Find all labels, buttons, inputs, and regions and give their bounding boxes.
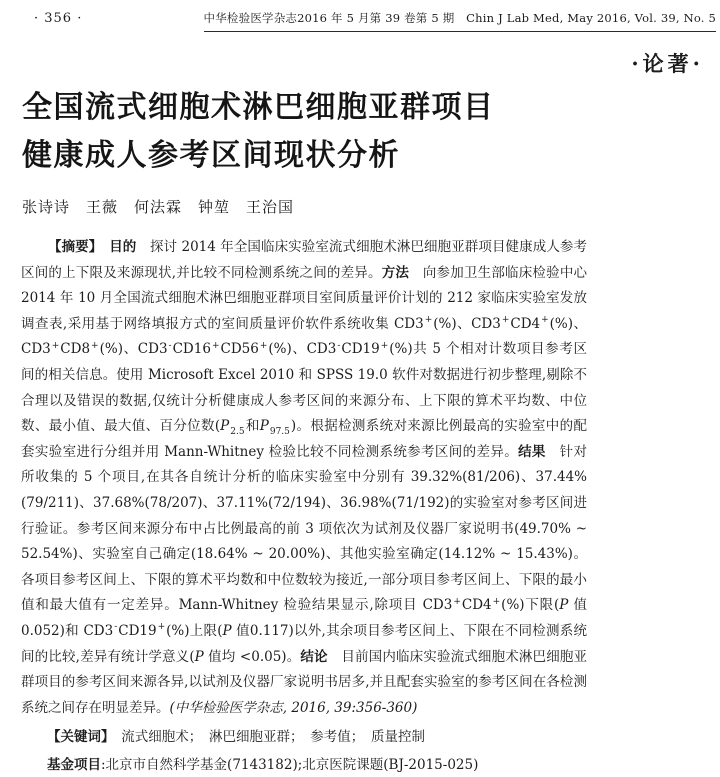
title-line-1: 全国流式细胞术淋巴细胞亚群项目: [22, 90, 495, 125]
author-list: 张诗诗 王薇 何法霖 钟堃 王治国: [22, 198, 295, 216]
article-type-label: ·论著·: [631, 51, 704, 76]
keywords-line: 【关键词】 流式细胞术； 淋巴细胞亚群； 参考值； 质量控制: [47, 729, 425, 746]
title-line-2: 健康成人参考区间现状分析: [22, 138, 400, 173]
abstract-block: [21, 235, 587, 777]
journal-citation: 中华检验医学杂志2016 年 5 月第 39 卷第 5 期 Chin J Lab Med, May 2016, Vol. 39, No. 5: [204, 10, 716, 32]
abstract-paragraph: 【摘要】 目的 探讨 2014 年全国临床实验室流式细胞术淋巴细胞亚群项目健康成人参考区间的上下限及来源现状,并比较不同检测系统之间的差异。方法 向参加卫生部临床检验中心 2014 年 10 月全国流式细胞术淋巴细胞亚群项目室间质量评价计划的 212 家临床实验室发放调查表,采用基于网络填报方式的室间质量评价软件系统收集 CD3+(%)、CD3+CD4+(%)、CD3+CD8+(%)、CD3-CD16+CD56+(%)、CD3-CD19+(%)共 5 个相对计数项目参考区间的相关信息。使用 Microsoft Excel 2010 和 SPSS 19.0 软件对数据进行初步整理,剔除不合理以及错误的数据,仅统计分析健康成人参考区间的来源分布、上下限的算术平均数、中位数、最小值、最大值、百分位数($P_{2.5}$和$P_{97.5}$)。根据检测系统对来源比例最高的实验室中的配套实验室进行分组并用 Mann-Whitney 检验比较不同检测系统参考区间的差异。结果 针对所收集的 5 个项目,在其各自统计分析的临床实验室中分别有 39.32%(81/206)、37.44%(79/211)、37.68%(78/207)、37.11%(72/194)、36.98%(71/192)的实验室对参考区间进行验证。参考区间来源分布中占比例最高的前 3 项依次为试剂及仪器厂家说明书(49.70% ~ 52.54%)、实验室自己确定(18.64% ~ 20.00%)、其他实验室确定(14.12% ~ 15.43%)。各项目参考区间上、下限的算术平均数和中位数较为接近,一部分项目参考区间上、下限的最小值和最大值有一定差异。Mann-Whitney 检验结果显示,除项目 CD3+CD4+(%)下限(P 值 0.052)和 CD3-CD19+(%)上限(P 值0.117)以外,其余项目参考区间上、下限在不同检测系统间的比较,差异有统计学意义(P 值均 <0.05)。结论 目前国内临床实验流式细胞术淋巴细胞亚群项目的参考区间来源各异,以试剂及仪器厂家说明书居多,并且配套实验室的参考区间在各检测系统之间存在明显差异。(中华检验医学杂志, 2016, 39:356-360): [21, 239, 588, 716]
page-header: [0, 8, 720, 32]
article-title: [22, 84, 495, 180]
page-number: · 356 ·: [34, 11, 83, 26]
funding-line: 基金项目:北京市自然科学基金(7143182);北京医院课题(BJ-2015-025): [47, 757, 479, 774]
